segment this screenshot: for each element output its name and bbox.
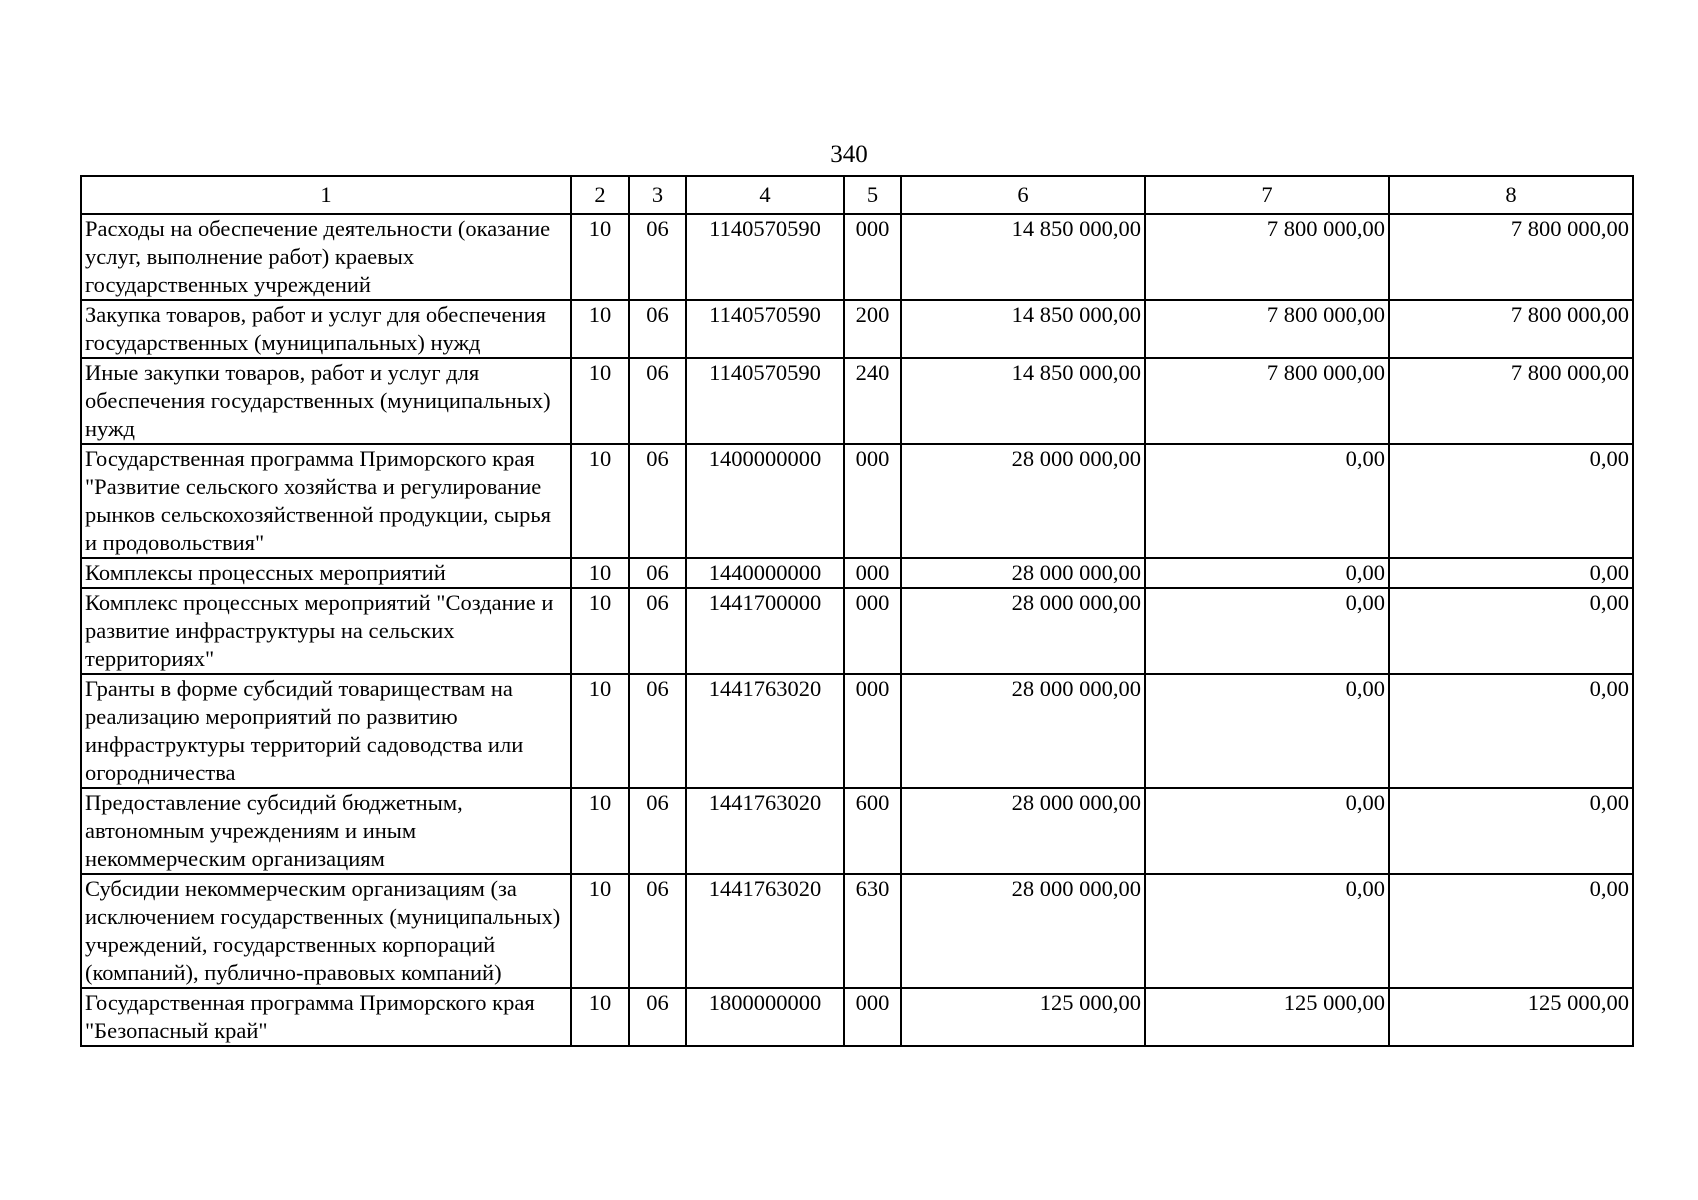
- table-row: [81, 988, 1633, 1046]
- row-razdel: 10: [571, 444, 629, 558]
- row-sum3: 0,00: [1389, 588, 1633, 674]
- row-sum2: 0,00: [1145, 444, 1389, 558]
- table-row: [81, 788, 1633, 874]
- row-sum1: 28 000 000,00: [901, 588, 1145, 674]
- table-row: [81, 214, 1633, 300]
- row-sum3: 0,00: [1389, 674, 1633, 788]
- row-sum1: 28 000 000,00: [901, 444, 1145, 558]
- row-razdel: 10: [571, 588, 629, 674]
- row-name: Гранты в форме субсидий товариществам на реализацию мероприятий по развитию инфраструктуры территорий садоводства или огородничества: [81, 674, 571, 788]
- table-row: [81, 300, 1633, 358]
- row-sum2: 7 800 000,00: [1145, 214, 1389, 300]
- row-vr: 000: [844, 214, 901, 300]
- row-sum3: 7 800 000,00: [1389, 358, 1633, 444]
- row-sum1: 28 000 000,00: [901, 874, 1145, 988]
- column-header: 1: [81, 176, 571, 214]
- row-sum3: 0,00: [1389, 874, 1633, 988]
- row-csr: 1440000000: [686, 558, 844, 588]
- table-row: [81, 358, 1633, 444]
- row-csr: 1441763020: [686, 674, 844, 788]
- row-razdel: 10: [571, 214, 629, 300]
- row-razdel: 10: [571, 358, 629, 444]
- row-razdel: 10: [571, 788, 629, 874]
- row-sum1: 28 000 000,00: [901, 558, 1145, 588]
- row-csr: 1140570590: [686, 358, 844, 444]
- row-sum1: 28 000 000,00: [901, 788, 1145, 874]
- table-row: [81, 588, 1633, 674]
- row-csr: 1400000000: [686, 444, 844, 558]
- row-podrazdel: 06: [629, 444, 686, 558]
- row-podrazdel: 06: [629, 588, 686, 674]
- row-vr: 000: [844, 588, 901, 674]
- row-sum3: 7 800 000,00: [1389, 300, 1633, 358]
- column-number-row: [81, 176, 1633, 214]
- row-podrazdel: 06: [629, 788, 686, 874]
- row-name: Государственная программа Приморского края "Развитие сельского хозяйства и регулирование рынков сельскохозяйственной продукции, сырья и продовольствия": [81, 444, 571, 558]
- row-sum2: 0,00: [1145, 558, 1389, 588]
- row-vr: 200: [844, 300, 901, 358]
- row-razdel: 10: [571, 988, 629, 1046]
- row-sum1: 14 850 000,00: [901, 300, 1145, 358]
- row-csr: 1140570590: [686, 300, 844, 358]
- row-podrazdel: 06: [629, 874, 686, 988]
- row-podrazdel: 06: [629, 358, 686, 444]
- table-row: [81, 674, 1633, 788]
- column-header: 3: [629, 176, 686, 214]
- row-vr: 600: [844, 788, 901, 874]
- row-sum3: 0,00: [1389, 444, 1633, 558]
- row-name: Расходы на обеспечение деятельности (оказание услуг, выполнение работ) краевых государственных учреждений: [81, 214, 571, 300]
- row-razdel: 10: [571, 874, 629, 988]
- row-name: Государственная программа Приморского края "Безопасный край": [81, 988, 571, 1046]
- row-sum2: 0,00: [1145, 788, 1389, 874]
- budget-table: [80, 175, 1634, 1047]
- row-sum2: 7 800 000,00: [1145, 300, 1389, 358]
- row-sum2: 0,00: [1145, 588, 1389, 674]
- row-sum1: 14 850 000,00: [901, 214, 1145, 300]
- row-name: Иные закупки товаров, работ и услуг для обеспечения государственных (муниципальных) нужд: [81, 358, 571, 444]
- row-vr: 000: [844, 558, 901, 588]
- row-name: Предоставление субсидий бюджетным, автономным учреждениям и иным некоммерческим организациям: [81, 788, 571, 874]
- row-name: Комплексы процессных мероприятий: [81, 558, 571, 588]
- row-sum3: 0,00: [1389, 788, 1633, 874]
- row-csr: 1800000000: [686, 988, 844, 1046]
- row-vr: 000: [844, 988, 901, 1046]
- row-name: Комплекс процессных мероприятий "Создание и развитие инфраструктуры на сельских территориях": [81, 588, 571, 674]
- row-csr: 1140570590: [686, 214, 844, 300]
- table-row: [81, 558, 1633, 588]
- row-podrazdel: 06: [629, 674, 686, 788]
- page-number: 340: [830, 141, 868, 168]
- row-vr: 240: [844, 358, 901, 444]
- row-sum3: 125 000,00: [1389, 988, 1633, 1046]
- table-row: [81, 874, 1633, 988]
- row-razdel: 10: [571, 300, 629, 358]
- row-sum1: 125 000,00: [901, 988, 1145, 1046]
- row-sum2: 0,00: [1145, 874, 1389, 988]
- row-podrazdel: 06: [629, 988, 686, 1046]
- row-sum2: 7 800 000,00: [1145, 358, 1389, 444]
- row-name: Закупка товаров, работ и услуг для обеспечения государственных (муниципальных) нужд: [81, 300, 571, 358]
- row-sum3: 7 800 000,00: [1389, 214, 1633, 300]
- row-podrazdel: 06: [629, 300, 686, 358]
- column-header: 2: [571, 176, 629, 214]
- row-sum1: 28 000 000,00: [901, 674, 1145, 788]
- column-header: 5: [844, 176, 901, 214]
- row-vr: 000: [844, 444, 901, 558]
- row-csr: 1441763020: [686, 788, 844, 874]
- row-csr: 1441763020: [686, 874, 844, 988]
- row-vr: 630: [844, 874, 901, 988]
- column-header: 4: [686, 176, 844, 214]
- row-podrazdel: 06: [629, 214, 686, 300]
- row-razdel: 10: [571, 674, 629, 788]
- row-sum2: 125 000,00: [1145, 988, 1389, 1046]
- column-header: 6: [901, 176, 1145, 214]
- row-sum3: 0,00: [1389, 558, 1633, 588]
- row-name: Субсидии некоммерческим организациям (за исключением государственных (муниципальных) учреждений, государственных корпораций (компаний), публично-правовых компаний): [81, 874, 571, 988]
- column-header: 8: [1389, 176, 1633, 214]
- row-sum2: 0,00: [1145, 674, 1389, 788]
- row-razdel: 10: [571, 558, 629, 588]
- table-row: [81, 444, 1633, 558]
- row-podrazdel: 06: [629, 558, 686, 588]
- column-header: 7: [1145, 176, 1389, 214]
- row-csr: 1441700000: [686, 588, 844, 674]
- row-sum1: 14 850 000,00: [901, 358, 1145, 444]
- row-vr: 000: [844, 674, 901, 788]
